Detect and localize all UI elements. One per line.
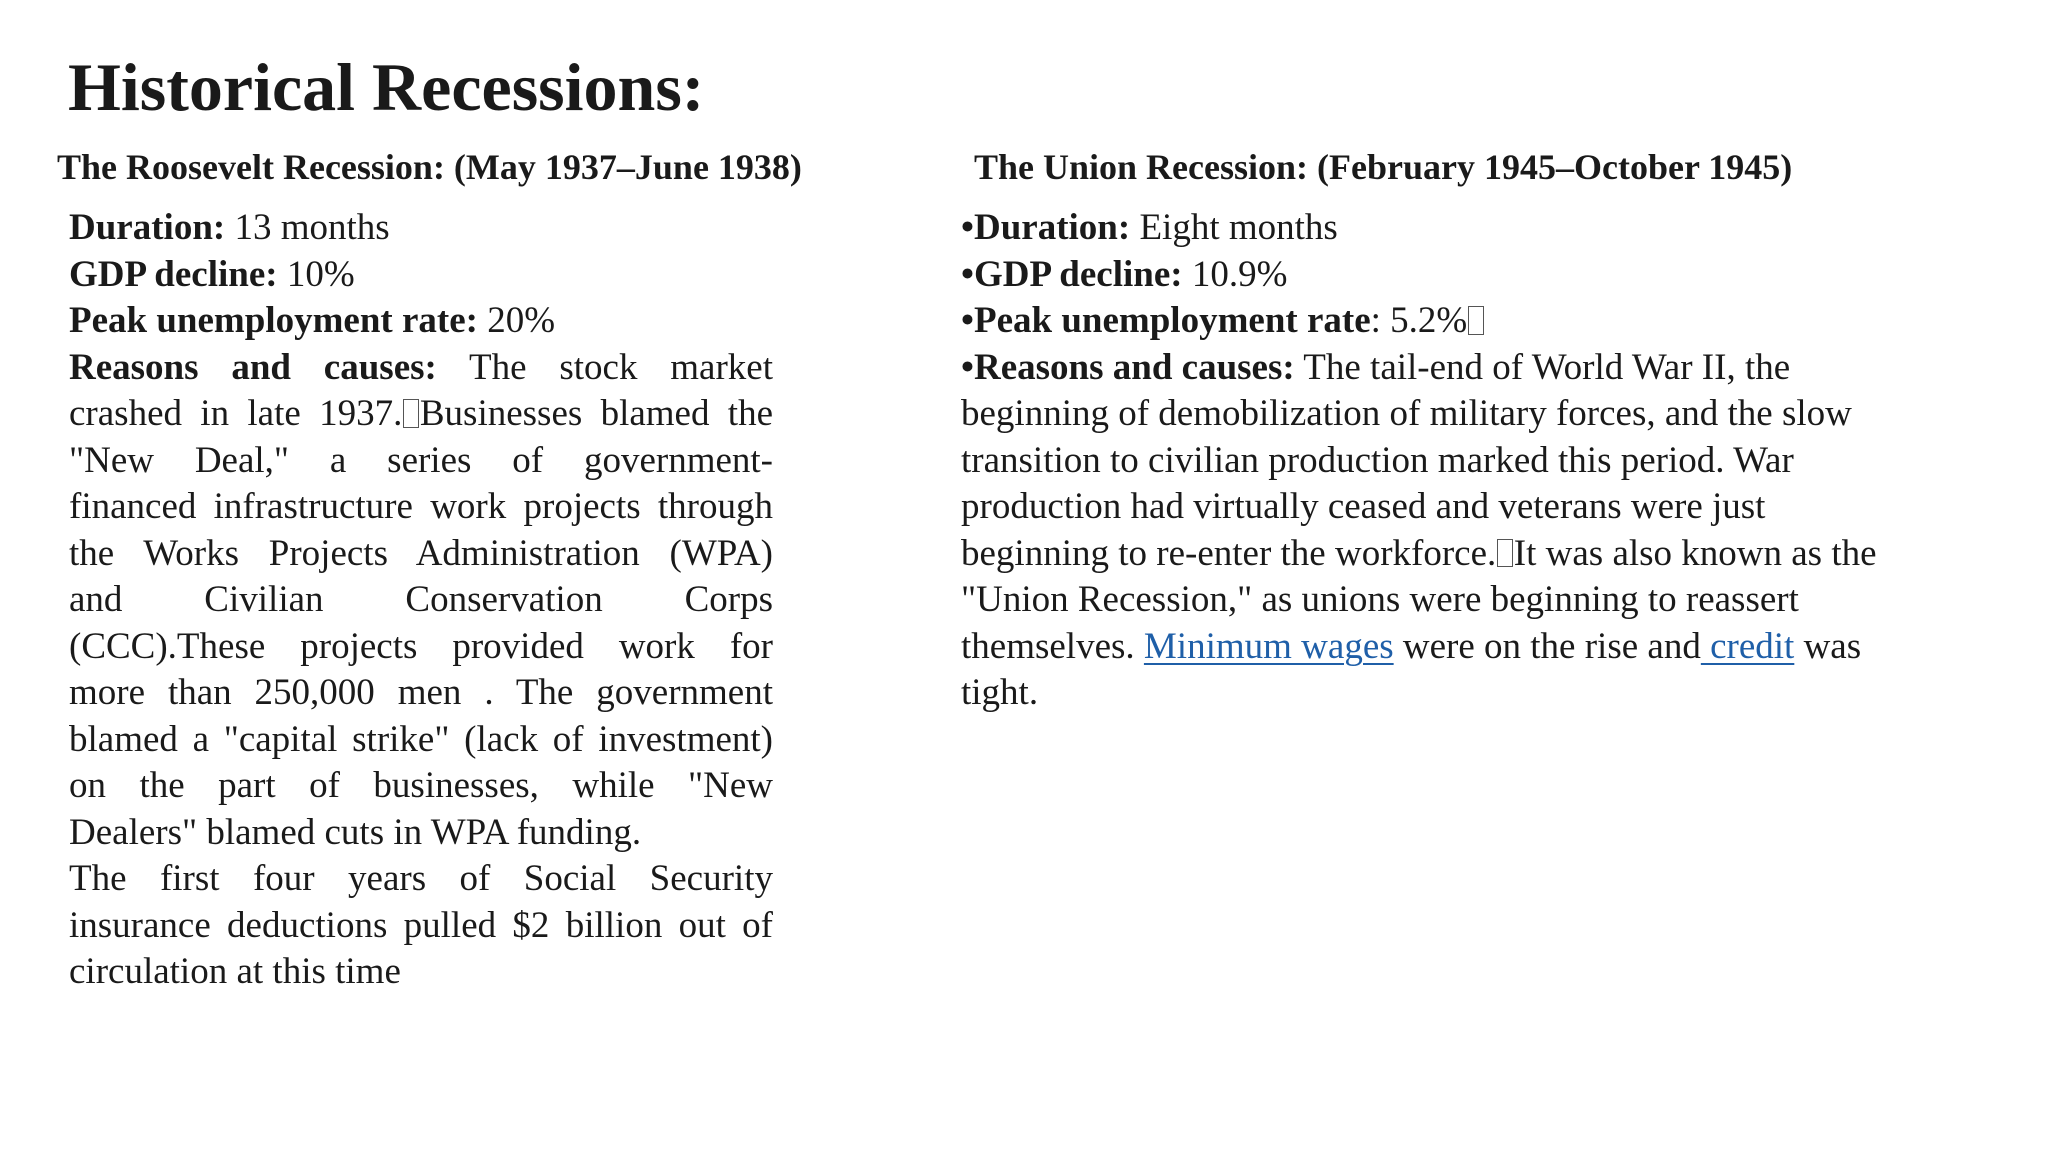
reasons-line: production had virtually ceased and veterans were just <box>961 486 1766 527</box>
reasons-line: themselves. Minimum wages were on the rise and credit was <box>961 625 1862 667</box>
gdp-decline-value: 10.9% <box>1182 253 1288 295</box>
peak-unemployment-label: Peak unemployment rate: <box>69 300 478 341</box>
peak-unemployment-value: 20% <box>478 300 556 341</box>
social-security-line: The first four years of Social Security <box>69 858 773 899</box>
duration-value: Eight months <box>1130 207 1338 248</box>
reasons-line: more than 250,000 men . The government <box>69 672 773 713</box>
gdp-decline-value: 10% <box>277 253 355 295</box>
reasons-line: •Reasons and causes: The tail-end of World War II, the <box>961 346 1791 388</box>
union-gdp-decline <box>961 252 1921 299</box>
social-security-line: insurance deductions pulled $2 billion out of <box>69 904 773 946</box>
reasons-line: and Civilian Conservation Corps <box>69 579 773 620</box>
reasons-line: "New Deal," a series of government- <box>69 439 773 481</box>
roosevelt-social-security <box>69 856 773 996</box>
bullet: • <box>961 207 974 248</box>
missing-glyph-icon <box>1497 539 1513 568</box>
reasons-line: transition to civilian production marked this period. War <box>961 439 1794 481</box>
union-recession-body <box>961 205 1921 717</box>
reasons-line: financed infrastructure work projects through <box>69 486 773 527</box>
reasons-label: Reasons and causes: <box>973 346 1295 388</box>
reasons-line: Dealers" blamed cuts in WPA funding. <box>69 811 642 853</box>
bullet: • <box>961 253 974 295</box>
social-security-line: circulation at this time <box>69 951 401 992</box>
reasons-line: Reasons and causes: The stock market <box>69 346 773 388</box>
reasons-line: the Works Projects Administration (WPA) <box>69 532 773 574</box>
gdp-decline-label: GDP decline: <box>69 253 278 295</box>
bullet: • <box>961 346 974 388</box>
bullet: • <box>961 300 974 341</box>
union-peak-unemployment <box>961 298 1921 345</box>
duration-label: Duration: <box>69 207 226 248</box>
reasons-line: (CCC).These projects provided work for <box>69 625 773 667</box>
peak-unemployment-value: : 5.2% <box>1370 300 1468 341</box>
reasons-line: beginning of demobilization of military forces, and the slow <box>961 393 1852 434</box>
union-reasons <box>961 345 1921 717</box>
reasons-line: "Union Recession," as unions were beginning to reassert <box>961 579 1799 620</box>
reasons-line: blamed a "capital strike" (lack of investment) <box>69 718 773 760</box>
roosevelt-recession-body <box>69 205 773 996</box>
duration-label: Duration: <box>973 207 1131 248</box>
slide-title: Historical Recessions: <box>68 49 705 125</box>
missing-glyph-icon <box>1468 306 1484 335</box>
minimum-wages-link[interactable]: Minimum wages <box>1143 625 1394 667</box>
reasons-line: beginning to re-enter the workforce. It was also known as the <box>961 532 1877 574</box>
missing-glyph-icon <box>403 399 419 428</box>
reasons-line: on the part of businesses, while "New <box>69 765 773 806</box>
duration-value: 13 months <box>225 207 390 248</box>
roosevelt-gdp-decline <box>69 252 773 299</box>
roosevelt-peak-unemployment <box>69 298 773 345</box>
reasons-line: crashed in late 1937. Businesses blamed the <box>69 393 773 434</box>
gdp-decline-label: GDP decline: <box>973 253 1183 295</box>
union-duration <box>961 205 1921 252</box>
credit-link[interactable]: credit <box>1700 625 1795 667</box>
reasons-label: Reasons and causes: <box>69 346 437 388</box>
roosevelt-duration <box>69 205 773 252</box>
reasons-line: tight. <box>961 672 1039 713</box>
peak-unemployment-label: Peak unemployment rate <box>973 300 1371 341</box>
roosevelt-recession-heading: The Roosevelt Recession: (May 1937–June 1938) <box>57 147 802 187</box>
union-recession-heading: The Union Recession: (February 1945–October 1945) <box>974 147 1793 187</box>
roosevelt-reasons <box>69 345 773 857</box>
